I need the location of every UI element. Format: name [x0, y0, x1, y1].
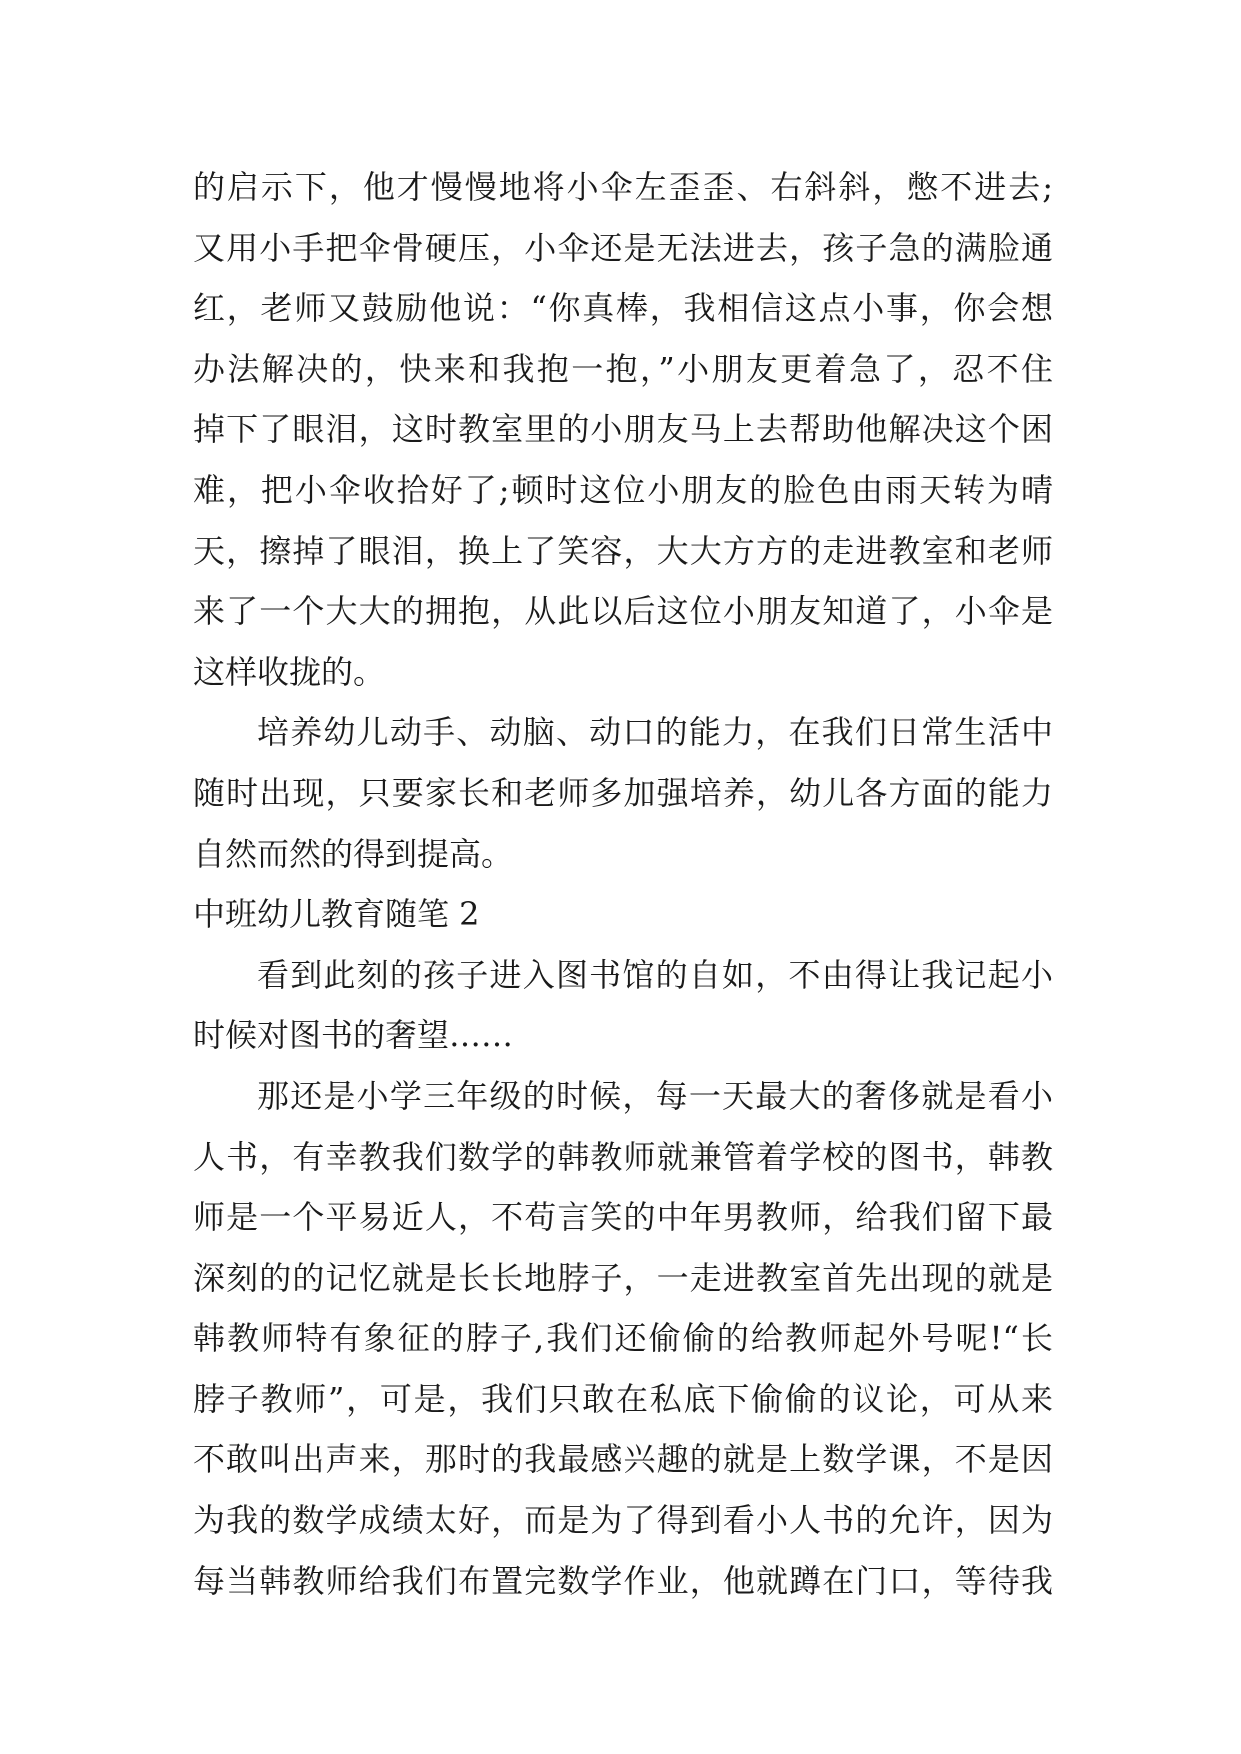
paragraph [193, 702, 1053, 884]
text-line: 难，把小伞收拾好了;顿时这位小朋友的脸色由雨天转为晴 [193, 470, 1053, 509]
paragraph [193, 157, 1053, 702]
text-line: 这样收拢的。 [193, 652, 386, 691]
text-line: 又用小手把伞骨硬压，小伞还是无法进去，孩子急的满脸通 [193, 228, 1053, 267]
text-line: 的启示下，他才慢慢地将小伞左歪歪、右斜斜，憋不进去; [193, 168, 1053, 206]
text-line: 深刻的的记忆就是长长地脖子，一走进教室首先出现的就是 [193, 1258, 1053, 1297]
text-line: 不敢叫出声来，那时的我最感兴趣的就是上数学课，不是因 [193, 1440, 1053, 1479]
document-body [193, 157, 1053, 1611]
text-line: 办法解决的，快来和我抱一抱，”小朋友更着急了，忍不住 [193, 349, 1053, 388]
text-line: 脖子教师”，可是，我们只敢在私底下偷偷的议论，可从来 [193, 1379, 1053, 1418]
text-line: 每当韩教师给我们布置完数学作业，他就蹲在门口，等待我 [193, 1561, 1053, 1600]
heading-text: 中班幼儿教育随笔 2 [193, 895, 480, 934]
paragraph [193, 945, 1053, 1066]
text-line: 红，老师又鼓励他说：“你真棒，我相信这点小事，你会想 [193, 289, 1053, 328]
text-line: 那还是小学三年级的时候，每一天最大的奢侈就是看小 [257, 1076, 1053, 1115]
text-line: 自然而然的得到提高。 [193, 834, 514, 873]
text-line: 人书，有幸教我们数学的韩教师就兼管着学校的图书，韩教 [193, 1137, 1053, 1176]
text-line: 天，擦掉了眼泪，换上了笑容，大大方方的走进教室和老师 [193, 531, 1053, 570]
text-line: 师是一个平易近人，不苟言笑的中年男教师，给我们留下最 [193, 1198, 1053, 1237]
text-line: 培养幼儿动手、动脑、动口的能力，在我们日常生活中 [257, 713, 1053, 752]
paragraph [193, 1066, 1053, 1611]
text-line: 看到此刻的孩子进入图书馆的自如，不由得让我记起小 [257, 955, 1053, 994]
text-line: 掉下了眼泪，这时教室里的小朋友马上去帮助他解决这个困 [193, 410, 1053, 449]
text-line: 来了一个大大的拥抱，从此以后这位小朋友知道了，小伞是 [193, 592, 1053, 631]
text-line: 时候对图书的奢望…… [193, 1016, 514, 1055]
text-line: 随时出现，只要家长和老师多加强培养，幼儿各方面的能力 [193, 773, 1053, 812]
text-line: 韩教师特有象征的脖子,我们还偷偷的给教师起外号呢!“长 [193, 1319, 1053, 1358]
section-heading [193, 884, 1053, 945]
text-line: 为我的数学成绩太好，而是为了得到看小人书的允许，因为 [193, 1501, 1053, 1540]
